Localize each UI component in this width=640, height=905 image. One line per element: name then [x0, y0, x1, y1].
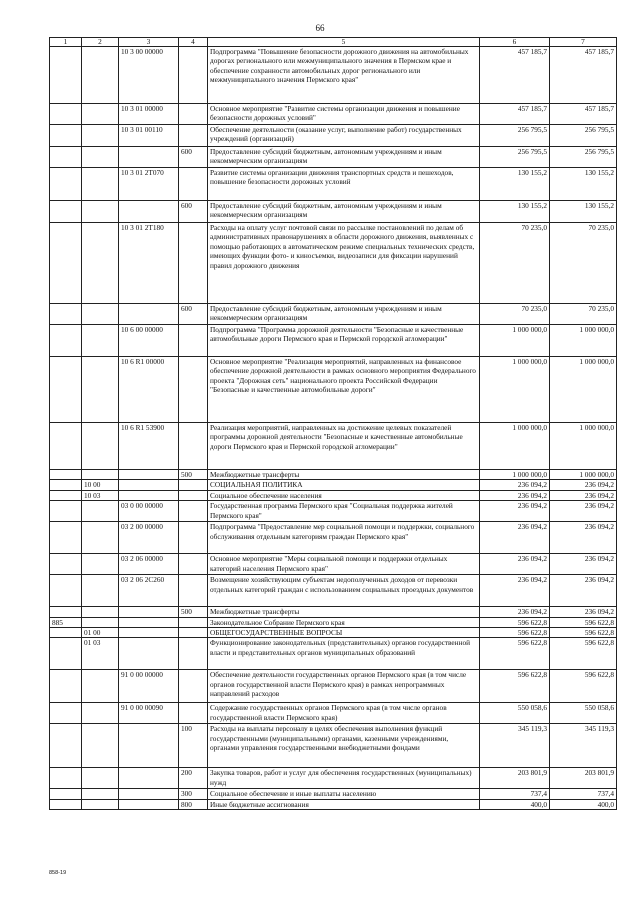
amount-2019-cell: 236 094,2 [480, 501, 550, 522]
section-code-cell [82, 617, 119, 627]
amount-2020-cell: 1 000 000,0 [550, 423, 617, 470]
target-article-cell [119, 789, 179, 799]
ministry-code-cell [50, 104, 82, 125]
expense-type-cell [179, 501, 208, 522]
amount-2020-cell: 70 235,0 [550, 223, 617, 304]
ministry-code-cell [50, 607, 82, 617]
description-cell: Основное мероприятие "Реализация мероприятий, направленных на финансовое обеспечение дорожной деятельности в рамках основного мероприятия Федерального проекта "Дорожная сеть" национального проекта Российской Федерации "Безопасные и качественные автомобильные дороги" [208, 357, 480, 423]
amount-2020-cell: 256 795,5 [550, 147, 617, 168]
description-cell: Социальное обеспечение населения [208, 490, 480, 500]
section-code-cell: 10 03 [82, 490, 119, 500]
expense-type-cell: 500 [179, 607, 208, 617]
section-code-cell: 01 03 [82, 638, 119, 670]
expense-type-cell [179, 423, 208, 470]
ministry-code-cell [50, 724, 82, 768]
amount-2019-cell: 737,4 [480, 789, 550, 799]
target-article-cell [119, 490, 179, 500]
ministry-code-cell [50, 480, 82, 490]
description-cell: Подпрограмма "Программа дорожной деятельности "Безопасные и качественные автомобильные дороги Пермского края и Пермской городской агломерации" [208, 325, 480, 357]
amount-2019-cell: 236 094,2 [480, 575, 550, 607]
amount-2020-cell: 236 094,2 [550, 522, 617, 554]
section-code-cell [82, 501, 119, 522]
expense-type-cell [179, 670, 208, 703]
expense-type-cell [179, 703, 208, 724]
target-article-cell: 10 3 01 00110 [119, 125, 179, 147]
table-row [50, 628, 617, 638]
description-cell: Функционирование законодательных (представительных) органов государственной власти и представительных органов муниципальных образований [208, 638, 480, 670]
ministry-code-cell [50, 501, 82, 522]
description-cell: Подпрограмма "Повышение безопасности дорожного движения на автомобильных дорогах регионального или межмуниципального значения в Пермском крае и обеспечение сохранности автомобильных дорог регионального или межмуниципального значения Пермского края" [208, 47, 480, 104]
target-article-cell: 10 6 R1 00000 [119, 357, 179, 423]
expense-type-cell: 200 [179, 768, 208, 789]
amount-2019-cell: 236 094,2 [480, 490, 550, 500]
ministry-code-cell [50, 628, 82, 638]
table-row [50, 799, 617, 809]
description-cell: СОЦИАЛЬНАЯ ПОЛИТИКА [208, 480, 480, 490]
amount-2020-cell: 596 622,8 [550, 628, 617, 638]
amount-2019-cell: 1 000 000,0 [480, 423, 550, 470]
table-row [50, 501, 617, 522]
ministry-code-cell [50, 147, 82, 168]
target-article-cell [119, 201, 179, 223]
ministry-code-cell [50, 325, 82, 357]
table-row [50, 357, 617, 423]
ministry-code-cell [50, 522, 82, 554]
ministry-code-cell [50, 223, 82, 304]
section-code-cell [82, 325, 119, 357]
amount-2020-cell: 457 185,7 [550, 47, 617, 104]
description-cell: Закупка товаров, работ и услуг для обеспечения государственных (муниципальных) нужд [208, 768, 480, 789]
amount-2019-cell: 70 235,0 [480, 304, 550, 325]
target-article-cell: 03 0 00 00000 [119, 501, 179, 522]
table-header-row [50, 38, 617, 47]
description-cell: Социальное обеспечение и иные выплаты населению [208, 789, 480, 799]
description-cell: Иные бюджетные ассигнования [208, 799, 480, 809]
description-cell: Обеспечение деятельности (оказание услуг, выполнение работ) государственных учреждений (организаций) [208, 125, 480, 147]
amount-2019-cell: 1 000 000,0 [480, 470, 550, 480]
description-cell: Предоставление субсидий бюджетным, автономным учреждениям и иным некоммерческим организациям [208, 201, 480, 223]
amount-2020-cell: 400,0 [550, 799, 617, 809]
expense-type-cell [179, 554, 208, 575]
description-cell: Основное мероприятие "Развитие системы организации движения и повышение безопасности дорожных условий" [208, 104, 480, 125]
expense-type-cell [179, 168, 208, 201]
table-row [50, 201, 617, 223]
amount-2020-cell: 256 795,5 [550, 125, 617, 147]
amount-2019-cell: 400,0 [480, 799, 550, 809]
ministry-code-cell [50, 670, 82, 703]
target-article-cell [119, 628, 179, 638]
description-cell: Реализация мероприятий, направленных на достижение целевых показателей программы дорожной деятельности "Безопасные и качественные автомобильные дороги Пермского края и Пермской городской агломерации" [208, 423, 480, 470]
amount-2020-cell: 1 000 000,0 [550, 357, 617, 423]
target-article-cell: 10 3 00 00000 [119, 47, 179, 104]
amount-2020-cell: 236 094,2 [550, 607, 617, 617]
expense-type-cell [179, 575, 208, 607]
target-article-cell [119, 607, 179, 617]
ministry-code-cell [50, 47, 82, 104]
section-code-cell [82, 423, 119, 470]
target-article-cell [119, 768, 179, 789]
budget-table-body [50, 47, 617, 810]
amount-2019-cell: 70 235,0 [480, 223, 550, 304]
table-row [50, 724, 617, 768]
target-article-cell: 10 6 R1 53900 [119, 423, 179, 470]
amount-2019-cell: 457 185,7 [480, 104, 550, 125]
page-number: 66 [315, 23, 325, 33]
table-row [50, 104, 617, 125]
column-header: 6 [480, 38, 550, 47]
table-row [50, 607, 617, 617]
amount-2020-cell: 1 000 000,0 [550, 470, 617, 480]
section-code-cell [82, 357, 119, 423]
table-row [50, 47, 617, 104]
expense-type-cell: 600 [179, 201, 208, 223]
table-row [50, 617, 617, 627]
target-article-cell [119, 617, 179, 627]
section-code-cell [82, 789, 119, 799]
target-article-cell: 10 6 00 00000 [119, 325, 179, 357]
amount-2019-cell: 236 094,2 [480, 554, 550, 575]
expense-type-cell [179, 480, 208, 490]
ministry-code-cell [50, 201, 82, 223]
section-code-cell [82, 125, 119, 147]
amount-2020-cell: 596 622,8 [550, 638, 617, 670]
ministry-code-cell [50, 357, 82, 423]
column-header: 4 [179, 38, 208, 47]
description-cell: Предоставление субсидий бюджетным, автономным учреждениям и иным некоммерческим организациям [208, 304, 480, 325]
ministry-code-cell [50, 768, 82, 789]
description-cell: Развитие системы организации движения транспортных средств и пешеходов, повышение безопасности дорожных условий [208, 168, 480, 201]
table-row [50, 490, 617, 500]
target-article-cell: 03 2 06 00000 [119, 554, 179, 575]
ministry-code-cell [50, 470, 82, 480]
section-code-cell [82, 470, 119, 480]
description-cell: Обеспечение деятельности государственных органов Пермского края (в том числе органов государственной власти Пермского края) в рамках непрограммных направлений расходов [208, 670, 480, 703]
amount-2019-cell: 130 155,2 [480, 201, 550, 223]
section-code-cell [82, 147, 119, 168]
amount-2019-cell: 256 795,5 [480, 125, 550, 147]
description-cell: Государственная программа Пермского края "Социальная поддержка жителей Пермского края" [208, 501, 480, 522]
table-row [50, 554, 617, 575]
table-row [50, 789, 617, 799]
description-cell: Возмещение хозяйствующим субъектам недополученных доходов от перевозки отдельных категорий граждан с использованием социальных проездных документов [208, 575, 480, 607]
expense-type-cell [179, 47, 208, 104]
section-code-cell: 10 00 [82, 480, 119, 490]
target-article-cell: 10 3 01 2Т180 [119, 223, 179, 304]
section-code-cell [82, 575, 119, 607]
ministry-code-cell [50, 554, 82, 575]
ministry-code-cell [50, 168, 82, 201]
table-row [50, 168, 617, 201]
amount-2019-cell: 1 000 000,0 [480, 325, 550, 357]
section-code-cell [82, 768, 119, 789]
table-row [50, 304, 617, 325]
expense-type-cell [179, 325, 208, 357]
amount-2020-cell: 550 058,6 [550, 703, 617, 724]
amount-2020-cell: 203 801,9 [550, 768, 617, 789]
amount-2020-cell: 596 622,8 [550, 670, 617, 703]
amount-2020-cell: 457 185,7 [550, 104, 617, 125]
section-code-cell [82, 522, 119, 554]
ministry-code-cell [50, 799, 82, 809]
expense-type-cell: 300 [179, 789, 208, 799]
section-code-cell: 01 00 [82, 628, 119, 638]
table-row [50, 125, 617, 147]
ministry-code-cell [50, 703, 82, 724]
target-article-cell [119, 638, 179, 670]
expense-type-cell [179, 104, 208, 125]
target-article-cell: 03 2 06 2С260 [119, 575, 179, 607]
column-header: 7 [550, 38, 617, 47]
table-row [50, 470, 617, 480]
expense-type-cell: 500 [179, 470, 208, 480]
amount-2020-cell: 596 622,8 [550, 617, 617, 627]
amount-2019-cell: 203 801,9 [480, 768, 550, 789]
description-cell: Содержание государственных органов Пермского края (в том числе органов государственной власти Пермского края) [208, 703, 480, 724]
target-article-cell: 03 2 00 00000 [119, 522, 179, 554]
section-code-cell [82, 304, 119, 325]
expense-type-cell: 800 [179, 799, 208, 809]
table-row [50, 575, 617, 607]
section-code-cell [82, 201, 119, 223]
description-cell: Расходы на выплаты персоналу в целях обеспечения выполнения функций государственными (муниципальными) органами, казенными учреждениями, органами управления государственными внебюджетными фондами [208, 724, 480, 768]
section-code-cell [82, 47, 119, 104]
table-row [50, 522, 617, 554]
section-code-cell [82, 554, 119, 575]
amount-2020-cell: 70 235,0 [550, 304, 617, 325]
target-article-cell [119, 304, 179, 325]
amount-2020-cell: 130 155,2 [550, 168, 617, 201]
ministry-code-cell [50, 125, 82, 147]
amount-2019-cell: 236 094,2 [480, 607, 550, 617]
table-row [50, 480, 617, 490]
amount-2019-cell: 130 155,2 [480, 168, 550, 201]
ministry-code-cell [50, 423, 82, 470]
column-header: 1 [50, 38, 82, 47]
column-header: 2 [82, 38, 119, 47]
ministry-code-cell [50, 490, 82, 500]
section-code-cell [82, 168, 119, 201]
description-cell: Подпрограмма "Предоставление мер социальной помощи и поддержки, социального обслуживания отдельным категориям граждан Пермского края" [208, 522, 480, 554]
expense-type-cell [179, 628, 208, 638]
ministry-code-cell [50, 789, 82, 799]
target-article-cell: 91 0 00 00000 [119, 670, 179, 703]
section-code-cell [82, 799, 119, 809]
section-code-cell [82, 104, 119, 125]
expense-type-cell: 600 [179, 147, 208, 168]
amount-2019-cell: 345 119,3 [480, 724, 550, 768]
expense-type-cell [179, 522, 208, 554]
amount-2019-cell: 596 622,8 [480, 628, 550, 638]
description-cell: Предоставление субсидий бюджетным, автономным учреждениям и иным некоммерческим организациям [208, 147, 480, 168]
description-cell: Основное мероприятие "Меры социальной помощи и поддержки отдельных категорий населения Пермского края" [208, 554, 480, 575]
expense-type-cell: 100 [179, 724, 208, 768]
section-code-cell [82, 724, 119, 768]
amount-2019-cell: 236 094,2 [480, 522, 550, 554]
amount-2020-cell: 236 094,2 [550, 575, 617, 607]
amount-2020-cell: 737,4 [550, 789, 617, 799]
target-article-cell: 10 3 01 2Т070 [119, 168, 179, 201]
table-row [50, 670, 617, 703]
amount-2019-cell: 457 185,7 [480, 47, 550, 104]
ministry-code-cell [50, 304, 82, 325]
description-cell: Межбюджетные трансферты [208, 470, 480, 480]
expense-type-cell [179, 490, 208, 500]
target-article-cell [119, 724, 179, 768]
table-row [50, 638, 617, 670]
target-article-cell [119, 470, 179, 480]
description-cell: ОБЩЕГОСУДАРСТВЕННЫЕ ВОПРОСЫ [208, 628, 480, 638]
footer-code: 858-19 [49, 870, 67, 876]
table-row [50, 768, 617, 789]
table-row [50, 703, 617, 724]
target-article-cell [119, 480, 179, 490]
target-article-cell: 10 3 01 00000 [119, 104, 179, 125]
description-cell: Законодательное Собрание Пермского края [208, 617, 480, 627]
description-cell: Межбюджетные трансферты [208, 607, 480, 617]
table-row [50, 223, 617, 304]
amount-2020-cell: 236 094,2 [550, 501, 617, 522]
section-code-cell [82, 223, 119, 304]
column-header: 5 [208, 38, 480, 47]
budget-table [49, 37, 617, 810]
amount-2020-cell: 345 119,3 [550, 724, 617, 768]
amount-2019-cell: 596 622,8 [480, 617, 550, 627]
amount-2020-cell: 236 094,2 [550, 554, 617, 575]
amount-2019-cell: 236 094,2 [480, 480, 550, 490]
expense-type-cell [179, 357, 208, 423]
ministry-code-cell [50, 638, 82, 670]
amount-2020-cell: 130 155,2 [550, 201, 617, 223]
amount-2020-cell: 1 000 000,0 [550, 325, 617, 357]
ministry-code-cell [50, 575, 82, 607]
column-header: 3 [119, 38, 179, 47]
target-article-cell: 91 0 00 00090 [119, 703, 179, 724]
amount-2019-cell: 1 000 000,0 [480, 357, 550, 423]
target-article-cell [119, 799, 179, 809]
expense-type-cell [179, 638, 208, 670]
table-row [50, 147, 617, 168]
target-article-cell [119, 147, 179, 168]
ministry-code-cell: 885 [50, 617, 82, 627]
amount-2019-cell: 550 058,6 [480, 703, 550, 724]
description-cell: Расходы на оплату услуг почтовой связи по рассылке постановлений по делам об административных правонарушениях в области дорожного движения, выявленных с помощью работающих в автоматическом режиме специальных технических средств, имеющих функции фото- и киносъемки, видеозаписи для фиксации нарушений правил дорожного движения [208, 223, 480, 304]
amount-2020-cell: 236 094,2 [550, 480, 617, 490]
amount-2019-cell: 256 795,5 [480, 147, 550, 168]
table-row [50, 423, 617, 470]
section-code-cell [82, 703, 119, 724]
amount-2019-cell: 596 622,8 [480, 638, 550, 670]
amount-2019-cell: 596 622,8 [480, 670, 550, 703]
section-code-cell [82, 607, 119, 617]
expense-type-cell: 600 [179, 304, 208, 325]
table-row [50, 325, 617, 357]
expense-type-cell [179, 125, 208, 147]
section-code-cell [82, 670, 119, 703]
expense-type-cell [179, 617, 208, 627]
amount-2020-cell: 236 094,2 [550, 490, 617, 500]
expense-type-cell [179, 223, 208, 304]
